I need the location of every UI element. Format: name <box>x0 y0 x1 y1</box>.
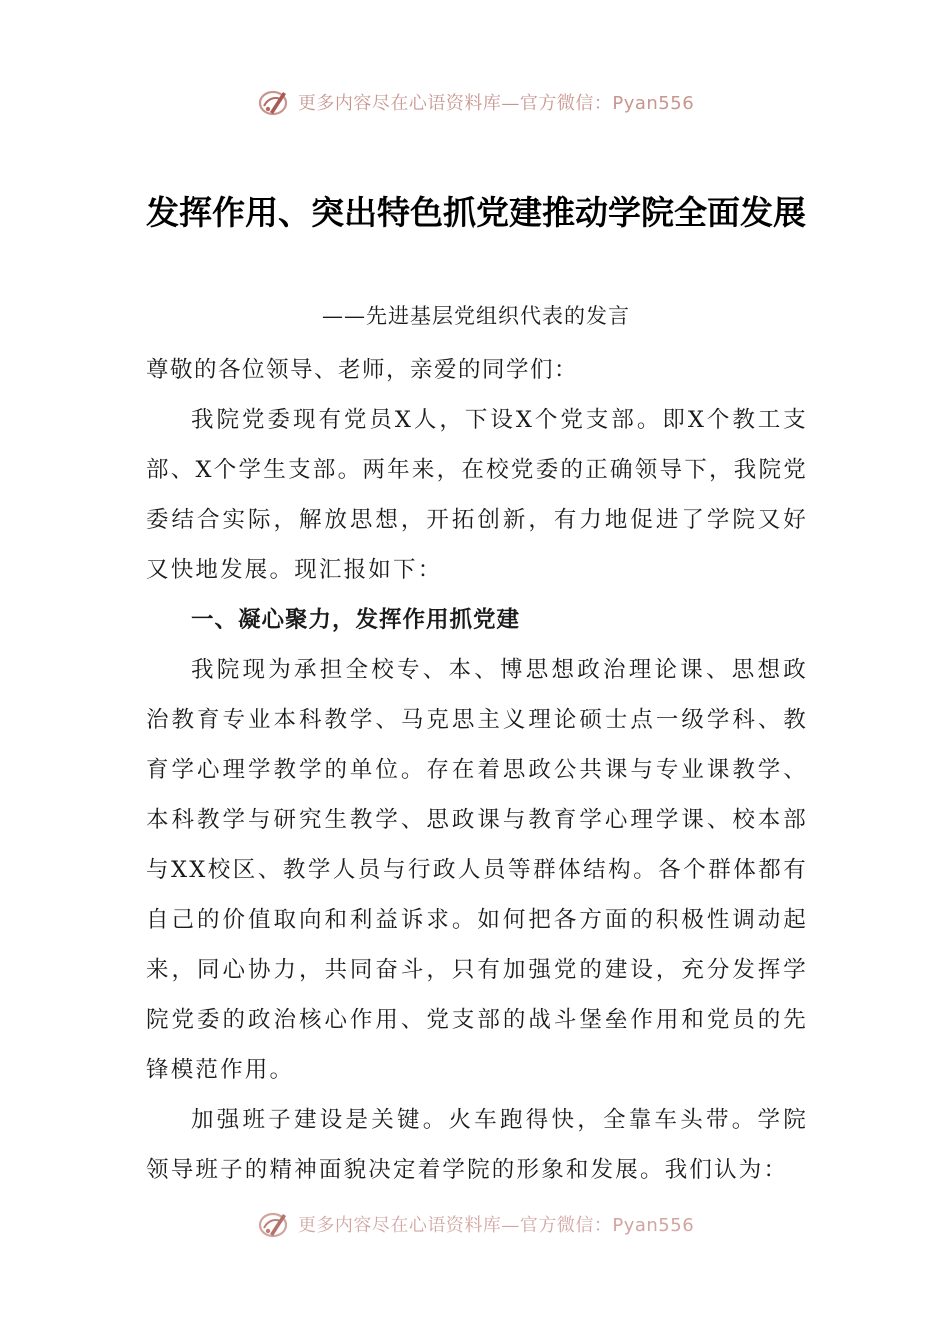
section-heading: 一、凝心聚力，发挥作用抓党建 <box>191 607 521 633</box>
paragraph-leadership: 加强班子建设是关键。火车跑得快，全靠车头带。学院领导班子的精神面貌决定着学院的形象和发展。我们认为： <box>146 1107 808 1183</box>
document-title: 发挥作用、突出特色抓党建推动学院全面发展 <box>146 193 806 232</box>
header-watermark <box>0 84 950 120</box>
watermark-text: 更多内容尽在心语资料库—官方微信：Pyan556 <box>297 93 695 114</box>
document-body <box>146 345 808 1195</box>
watermark-wechat-id: Pyan556 <box>612 1215 695 1236</box>
pen-swirl-logo-icon <box>256 1206 292 1242</box>
greeting: 尊敬的各位领导、老师，亲爱的同学们： <box>146 357 579 383</box>
document-subtitle: ——先进基层党组织代表的发言 <box>322 304 630 328</box>
watermark-text: 更多内容尽在心语资料库—官方微信：Pyan556 <box>297 1215 695 1236</box>
paragraph-body: 我院现为承担全校专、本、博思想政治理论课、思想政治教育专业本科教学、马克思主义理论硕士点一级学科、教育学心理学教学的单位。存在着思政公共课与专业课教学、本科教学与研究生教学、思政课与教育学心理学课、校本部与XX校区、教学人员与行政人员等群体结构。各个群体都有自己的价值取向和利益诉求。如何把各方面的积极性调动起来，同心协力，共同奋斗，只有加强党的建设，充分发挥学院党委的政治核心作用、党支部的战斗堡垒作用和党员的先锋模范作用。 <box>146 657 808 1083</box>
footer-watermark <box>0 1206 950 1242</box>
paragraph-intro: 我院党委现有党员X人，下设X个党支部。即X个教工支部、X个学生支部。两年来，在校党委的正确领导下，我院党委结合实际，解放思想，开拓创新，有力地促进了学院又好又快地发展。现汇报如下： <box>146 407 808 583</box>
pen-swirl-logo-icon <box>256 84 292 120</box>
watermark-wechat-id: Pyan556 <box>612 93 695 114</box>
